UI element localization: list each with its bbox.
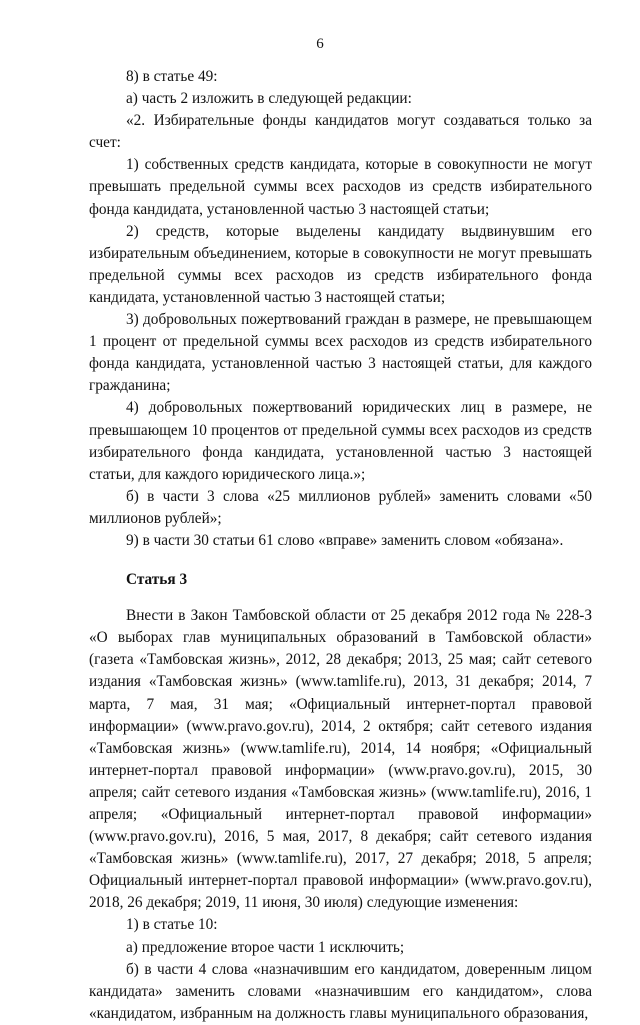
paragraph: 8) в статье 49: xyxy=(126,68,218,85)
paragraph: а) часть 2 изложить в следующей редакции: xyxy=(126,90,412,108)
paragraph: 9) в части 30 статьи 61 слово «вправе» заменить словом «обязана». xyxy=(126,531,564,549)
paragraph: 1) в статье 10: xyxy=(126,916,218,934)
paragraph: 3) добровольных пожертвований граждан в размере, не превышающем 1 процент от предельной суммы всех расходов из средств избирательного фонда кандидата, установленной частью 3 настоящей статьи, для каждого гражданина; xyxy=(89,311,592,395)
paragraph: Внести в Закон Тамбовской области от 25 декабря 2012 года № 228-З «О выборах глав муниципальных образований в Тамбовской области» (газета «Тамбовская жизнь», 2012, 28 декабря; 2013, 25 мая; сайт сетевого издания «Тамбовская жизнь» (www.tamlife.ru), 2013, 31 декабря; 2014, 7 марта, 7 мая, 31 мая; «Официальный интернет-портал правовой информации» (www.pravo.gov.ru), 2014, 2 октября; сайт сетевого издания «Тамбовская жизнь» (www.tamlife.ru), 2014, 14 ноября; «Официальный интернет-портал правовой информации» (www.pravo.gov.ru), 2015, 30 апреля; сайт сетевого издания «Тамбовская жизнь» (www.tamlife.ru), 2016, 1 апреля; «Официальный интернет-портал правовой информации» (www.pravo.gov.ru), 2016, 5 мая, 2017, 8 декабря; сайт сетевого издания «Тамбовская жизнь» (www.tamlife.ru), 2017, 27 декабря; 2018, 5 апреля; Официальный интернет-портал правовой информации» (www.pravo.gov.ru), 2018, 26 декабря; 2019, 11 июня, 30 июля) следующие изменения: xyxy=(89,607,592,912)
document-body xyxy=(89,66,592,1025)
page-number: 6 xyxy=(316,36,324,52)
article-heading: Статья 3 xyxy=(126,571,188,589)
paragraph: «2. Избирательные фонды кандидатов могут создаваться только за счет: xyxy=(89,112,592,152)
paragraph: а) предложение второе части 1 исключить; xyxy=(126,938,405,956)
paragraph: 4) добровольных пожертвований юридических лиц в размере, не превышающем 10 процентов от предельной суммы всех расходов из средств избирательного фонда кандидата, установленной частью 3 настоящей статьи, для каждого юридического лица.»; xyxy=(89,399,592,483)
paragraph: 2) средств, которые выделены кандидату выдвинувшим его избирательным объединением, которые в совокупности не могут превышать предельной суммы всех расходов из средств избирательного фонда кандидата, установленной частью 3 настоящей статьи; xyxy=(89,222,592,306)
paragraph: б) в части 3 слова «25 миллионов рублей» заменить словами «50 миллионов рублей»; xyxy=(89,487,592,527)
paragraph: б) в части 4 слова «назначившим его кандидатом, доверенным лицом кандидата» заменить словами «назначившим его кандидатом», слова «кандидатом, избранным на должность главы муниципального образования, xyxy=(89,960,592,1022)
paragraph: 1) собственных средств кандидата, которые в совокупности не могут превышать предельной суммы всех расходов из средств избирательного фонда кандидата, установленной частью 3 настоящей статьи; xyxy=(89,156,592,218)
